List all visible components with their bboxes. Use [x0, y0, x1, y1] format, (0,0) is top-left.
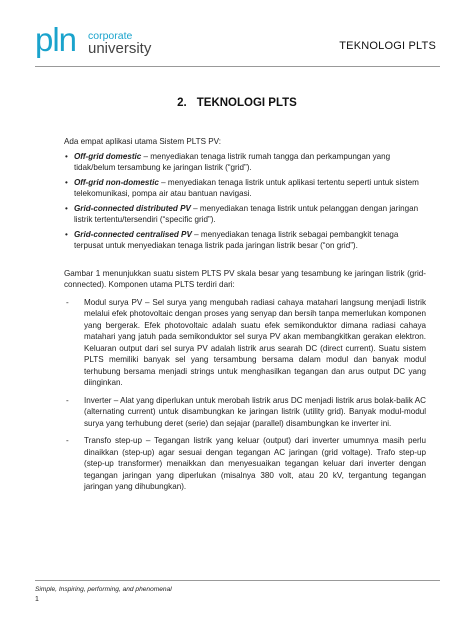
- list-item: [64, 395, 426, 430]
- document-body: [64, 136, 426, 493]
- application-term: Off-grid non-domestic: [74, 177, 159, 187]
- application-desc: – menyediakan tenaga listrik untuk pelanggan dengan jaringan listrik tertentu/tersendiri (“specific grid”).: [74, 203, 419, 224]
- component-text: Inverter – Alat yang diperlukan untuk merobah listrik arus DC menjadi listrik arus bolak-balik AC (alternating current) untuk disambungkan ke jaringan listrik (utility grid). Banyak modul-modul surya yang terhubung deret (serie) dan sejajar (parallel) disambungkan ke inverter ini.: [84, 395, 426, 428]
- header-title: TEKNOLOGI PLTS: [339, 40, 436, 52]
- dash-marker: -: [66, 297, 69, 307]
- application-term: Off-grid domestic: [74, 151, 142, 161]
- section-heading: [0, 97, 474, 109]
- components-list: [64, 297, 426, 493]
- bullet-icon: •: [65, 229, 68, 239]
- page-number: 1: [35, 596, 39, 603]
- list-item: [64, 177, 426, 200]
- list-item: [64, 151, 426, 174]
- component-text: Modul surya PV – Sel surya yang mengubah radiasi cahaya matahari langsung menjadi listrik melalui efek photovoltaic dengan proses yang senyap dan bersih tanpa memerlukan komponen yang bergerak. Efek photovoltaic adalah suatu efek semikonduktor dimana radiasi cahaya matahari yang jatuh pada semikonduktor sel surya PV akan membangkitkan gerakan elektron. Keluaran output dari sel surya PV adalah listrik arus searah DC (direct current). Suatu sistem PLTS memiliki banyak sel yang tersambung bersama dalam modul dan banyak modul terhubung bersama menjadi strings untuk menghasilkan tegangan dan arus output DC yang diinginkan.: [84, 297, 426, 387]
- bullet-icon: •: [65, 203, 68, 213]
- component-text: Transfo step-up – Tegangan listrik yang keluar (output) dari inverter umumnya masih perlu dinaikkan (step-up) agar sesuai dengan tegangan AC jaringan (grid voltage). Trafo step-up (step-up transformer) menaikkan dan menyesuaikan tegangan keluar dari inverter dengan tegangan jaringan yang diperlukan (misalnya 380 volt, atau 20 kV, tergantung tegangan jaringan yang dihubungkan).: [84, 436, 426, 491]
- application-term: Grid-connected distributed PV: [74, 203, 191, 213]
- list-item: [64, 229, 426, 252]
- application-desc: – menyediakan tenaga listrik sebagai pembangkit tenaga terpusat untuk menyediakan tenaga listrik pada jaringan listrik besar (“on grid”).: [74, 229, 399, 250]
- dash-marker: -: [66, 395, 69, 405]
- list-item: [64, 435, 426, 493]
- dash-marker: -: [66, 436, 69, 445]
- list-item: [64, 203, 426, 226]
- gambar-paragraph: Gambar 1 menunjukkan suatu sistem PLTS PV skala besar yang tesambung ke jaringan listrik (grid-connected). Komponen utama PLTS terdiri dari:: [64, 268, 426, 289]
- intro-paragraph: Ada empat aplikasi utama Sistem PLTS PV:: [64, 137, 221, 146]
- pln-corporate-university-logo: [35, 21, 215, 61]
- logo-corporate-text: corporate: [88, 30, 133, 42]
- logo-pln-text: pln: [35, 21, 77, 58]
- bullet-icon: •: [65, 177, 68, 187]
- application-desc: – menyediakan tenaga listrik untuk aplikasi tertentu seperti untuk sistem telekomunikasi, pompa air atau bantuan navigasi.: [74, 177, 419, 198]
- application-term: Grid-connected centralised PV: [74, 229, 192, 239]
- logo-university-text: university: [88, 40, 152, 57]
- footer-tagline: Simple, Inspiring, performing, and phenomenal: [35, 586, 172, 593]
- application-desc: – menyediakan tenaga listrik rumah tangga dan perkampungan yang tidak/belum tersambung ke jaringan listrik (“grid”).: [74, 151, 391, 172]
- applications-list: [64, 151, 426, 252]
- bullet-icon: •: [65, 151, 68, 161]
- list-item: [64, 297, 426, 389]
- footer-divider: [35, 580, 440, 581]
- header-divider: [35, 66, 440, 67]
- section-title: TEKNOLOGI PLTS: [196, 97, 297, 109]
- section-number: 2.: [177, 97, 187, 109]
